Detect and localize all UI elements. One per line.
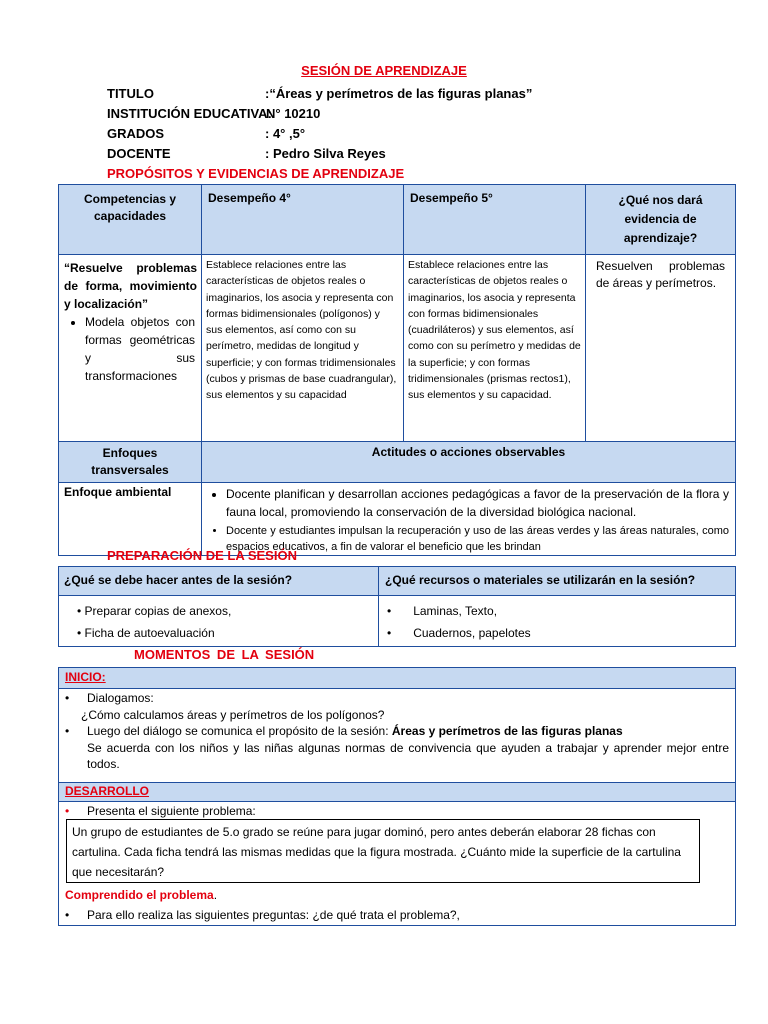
inicio-agreements: Se acuerda con los niños y las niñas algunas normas de convivencia que ayuden a trabajar y aprender mejor entre todos. xyxy=(87,740,729,771)
col-header-evidence: ¿Qué nos dará evidencia de aprendizaje? xyxy=(586,185,736,255)
meta-value-teacher: : Pedro Silva Reyes xyxy=(265,146,386,161)
preparation-heading: PREPARACIÓN DE LA SESIÓN xyxy=(107,548,297,563)
attitude-2: • Docente y estudiantes impulsan la recuperación y uso de las áreas verdes y las áreas naturales, como espacios educativos, a fin de valorar el beneficio que les brindan xyxy=(226,523,729,555)
prep-resource-item: • Laminas, Texto, xyxy=(387,604,498,618)
session-title: SESIÓN DE APRENDIZAJE xyxy=(301,63,467,78)
meta-label-title: TITULO xyxy=(107,86,154,101)
meta-value-title: :“Áreas y perímetros de las figuras planas” xyxy=(265,86,533,101)
prep-resource-item: • Cuadernos, papelotes xyxy=(387,626,531,640)
competency-cell xyxy=(59,255,202,442)
col-header-perf5: Desempeño 5° xyxy=(404,185,586,255)
perf4-text: Establece relaciones entre las características de objetos reales o imaginarios, los asocia y representa con formas bidimensionales (polígonos) y sus elementos, así como con su perímetro, medidas de longitud y superficie; y con formas tridimensionales (cubos y prismas de base cuadrangular), sus elementos y su capacidad xyxy=(206,259,397,402)
prep-before-item: • Preparar copias de anexos, xyxy=(77,604,232,618)
approach-name: Enfoque ambiental xyxy=(64,485,172,499)
meta-value-institution: N° 10210 xyxy=(266,106,321,121)
problem-box: Un grupo de estudiantes de 5.o grado se reúne para jugar dominó, pero antes deberán elaborar 28 fichas con cartulina. Cada ficha tendrá las mismas medidas que la figura mostrada. ¿Cuánto mide la superficie de la cartulina que necesitarán? xyxy=(66,819,700,883)
prep-col2-header: ¿Qué recursos o materiales se utilizarán en la sesión? xyxy=(378,566,736,596)
attitude-1: • Docente planifican y desarrollan acciones pedagógicas a favor de la preservación de la flora y fauna local, promoviendo la conservación de la diversidad biológica nacional. xyxy=(226,485,729,521)
perf4-cell xyxy=(202,255,404,442)
prep-before-cell xyxy=(58,595,379,647)
col-header-perf4: Desempeño 4° xyxy=(202,185,404,255)
evidence-cell xyxy=(586,255,736,442)
meta-label-teacher: DOCENTE xyxy=(107,146,171,161)
evidence-text: Resuelven problemas de áreas y perímetros. xyxy=(596,259,725,290)
col-header-competencies: Competencias y capacidades xyxy=(59,185,202,255)
inicio-bullet-2: • Luego del diálogo se comunica el propósito de la sesión: Áreas y perímetros de las figuras planas xyxy=(65,724,623,738)
desarrollo-bullet-1: • Presenta el siguiente problema: xyxy=(65,804,256,818)
approaches-label-cell: Enfoques transversales xyxy=(59,442,202,483)
desarrollo-body xyxy=(58,801,736,926)
purposes-table xyxy=(58,184,736,556)
competency-bullet: • Modela objetos con formas geométricas y sus transformaciones xyxy=(85,313,195,385)
inicio-question: ¿Cómo calculamos áreas y perímetros de los polígonos? xyxy=(81,707,385,722)
attitudes-cell xyxy=(202,483,736,556)
meta-label-grades: GRADOS xyxy=(107,126,165,141)
desarrollo-bullet-2: • Para ello realiza las siguientes preguntas: ¿de qué trata el problema?, xyxy=(65,908,460,922)
inicio-header: INICIO: xyxy=(58,667,736,689)
meta-value-grades: : 4° ,5° xyxy=(265,126,306,141)
attitudes-label-cell: Actitudes o acciones observables xyxy=(202,442,736,483)
inicio-body xyxy=(58,688,736,783)
prep-col1-header: ¿Qué se debe hacer antes de la sesión? xyxy=(58,566,379,596)
prep-before-item: • Ficha de autoevaluación xyxy=(77,626,215,640)
perf5-text: Establece relaciones entre las características de objetos reales o imaginarios, los asocia y representa con formas bidimensionales (cuadriláteros) y sus elementos, así como con su perímetro y medidas de la superficie; y con formas tridimensionales (prismas rectos1), sus elementos y su capacidad. xyxy=(408,259,581,402)
prep-resources-cell xyxy=(378,595,736,647)
approach-name-cell xyxy=(59,483,202,556)
moments-heading: MOMENTOS DE LA SESIÓN xyxy=(134,647,315,662)
understood-heading: Comprendido el problema. xyxy=(65,888,218,902)
competency-title: “Resuelve problemas de forma, movimiento y localización” xyxy=(64,261,197,311)
inicio-bullet-1: • Dialogamos: xyxy=(65,691,154,705)
perf5-cell xyxy=(404,255,586,442)
meta-label-institution: INSTITUCIÓN EDUCATIVA: xyxy=(107,106,272,121)
purposes-heading: PROPÓSITOS Y EVIDENCIAS DE APRENDIZAJE xyxy=(107,166,405,181)
desarrollo-header: DESARROLLO xyxy=(58,782,736,802)
